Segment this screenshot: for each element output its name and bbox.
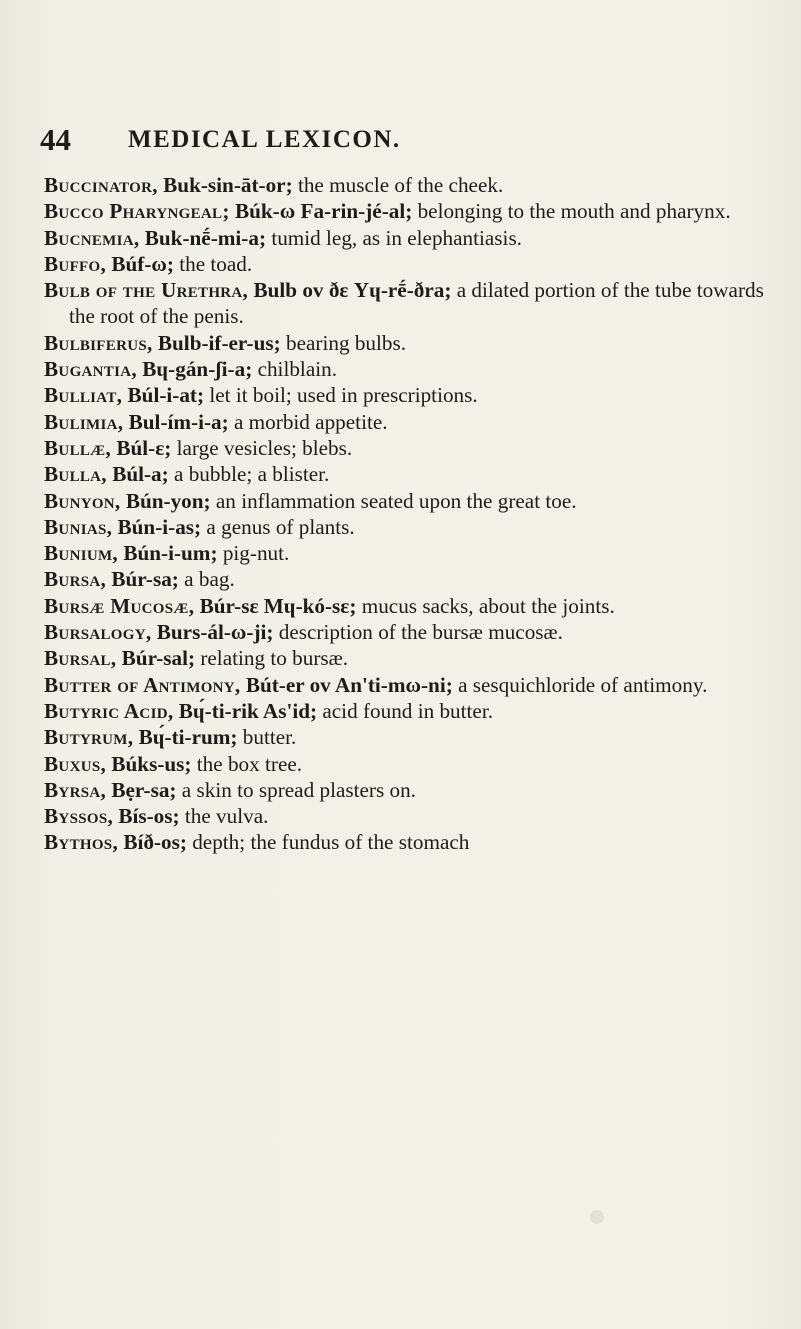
lexicon-entry	[44, 461, 769, 487]
lexicon-entry	[44, 829, 769, 855]
entry-definition: the vulva.	[179, 804, 269, 829]
lexicon-entry	[44, 593, 769, 619]
entry-headword: Butter of Antimony,	[44, 672, 241, 697]
entry-definition: large vesicles; blebs.	[171, 435, 353, 460]
page-number: 44	[40, 122, 71, 157]
ink-smudge	[590, 1210, 604, 1224]
entry-headword: Bulb of the Urethra,	[44, 278, 249, 303]
entry-pronunciation: Bẹr-sa;	[106, 777, 177, 802]
entry-pronunciation: Búl-i-at;	[122, 383, 205, 408]
entry-definition: relating to bursæ.	[195, 646, 349, 671]
lexicon-entry	[44, 356, 769, 382]
entry-headword: Butyrum,	[44, 725, 134, 750]
running-head: MEDICAL LEXICON.	[128, 126, 401, 153]
lexicon-entry	[44, 540, 769, 566]
lexicon-entry	[44, 777, 769, 803]
entry-pronunciation: Bún-i-um;	[118, 541, 218, 566]
lexicon-entry	[44, 751, 769, 777]
entry-pronunciation: Bíð-os;	[118, 830, 187, 855]
entry-definition: let it boil; used in prescriptions.	[204, 383, 478, 408]
entry-definition: a morbid appetite.	[228, 409, 388, 434]
entry-pronunciation: Búl-ε;	[111, 435, 172, 460]
lexicon-entry	[44, 198, 769, 224]
entry-pronunciation: Bɥ-gán-ʃi-a;	[136, 357, 253, 382]
lexicon-entry	[44, 672, 769, 698]
entry-headword: Bunium,	[44, 541, 119, 566]
entry-headword: Bythos,	[44, 830, 119, 855]
lexicon-entry	[44, 724, 769, 750]
entry-definition: acid found in butter.	[317, 698, 494, 723]
entry-pronunciation: Búks-us;	[106, 751, 192, 776]
lexicon-entry	[44, 251, 769, 277]
entry-definition: mucus sacks, about the joints.	[356, 593, 615, 618]
entry-headword: Bursal,	[44, 646, 117, 671]
entry-definition: chilblain.	[252, 357, 337, 382]
entry-pronunciation: Bul-ím-i-a;	[123, 409, 229, 434]
entry-headword: Bunias,	[44, 514, 113, 539]
entry-pronunciation: Búr-sa;	[106, 567, 179, 592]
entry-definition: a bubble; a blister.	[168, 462, 330, 487]
entry-headword: Buccinator,	[44, 173, 158, 197]
entry-headword: Byssos,	[44, 804, 114, 829]
entry-headword: Bulla,	[44, 462, 107, 487]
entry-pronunciation: Burs-ál-ω-ji;	[151, 620, 274, 645]
entry-headword: Bunyon,	[44, 488, 121, 513]
lexicon-entry	[44, 409, 769, 435]
entry-pronunciation: Bís-os;	[113, 804, 180, 829]
entry-headword: Bucco Pharyngeal;	[44, 199, 230, 224]
entry-pronunciation: Bulb-if-er-us;	[152, 330, 281, 355]
entry-pronunciation: Búr-sε Mɥ-kó-sε;	[194, 593, 357, 618]
lexicon-entry	[44, 566, 769, 592]
entry-pronunciation: Búk-ω Fa-rin-jé-al;	[229, 199, 413, 224]
entry-list	[0, 172, 801, 856]
entry-definition: bearing bulbs.	[280, 330, 407, 355]
entry-definition: pig-nut.	[217, 541, 290, 566]
entry-pronunciation: Bún-i-as;	[112, 514, 202, 539]
entry-definition: a skin to spread plasters on.	[176, 777, 416, 802]
entry-headword: Bursa,	[44, 567, 107, 592]
lexicon-entry	[44, 619, 769, 645]
entry-definition: butter.	[237, 725, 297, 750]
entry-pronunciation: Búr-sal;	[116, 646, 196, 671]
entry-pronunciation: Buk-sin-āt-or;	[157, 173, 293, 197]
entry-pronunciation: Bɥ́-ti-rik As'id;	[173, 698, 318, 723]
entry-pronunciation: Búf-ω;	[106, 251, 174, 276]
entry-definition: tumid leg, as in elephantiasis.	[266, 225, 522, 250]
entry-definition: a sesquichloride of antimony.	[452, 672, 708, 697]
lexicon-entry	[44, 382, 769, 408]
entry-definition: belonging to the mouth and pharynx.	[412, 199, 731, 224]
lexicon-entry	[44, 172, 769, 198]
entry-definition: depth; the fundus of the stomach	[186, 830, 470, 855]
entry-headword: Buxus,	[44, 751, 107, 776]
entry-pronunciation: Bút-er ov An'ti-mω-ni;	[240, 672, 453, 697]
entry-headword: Bulbiferus,	[44, 330, 153, 355]
entry-headword: Bursæ Mucosæ,	[44, 593, 195, 618]
lexicon-entry	[44, 225, 769, 251]
page-header	[40, 122, 740, 162]
lexicon-entry	[44, 277, 769, 330]
entry-headword: Bucnemia,	[44, 225, 140, 250]
entry-definition: a bag.	[178, 567, 235, 592]
entry-pronunciation: Búl-a;	[106, 462, 169, 487]
lexicon-entry	[44, 435, 769, 461]
lexicon-entry	[44, 645, 769, 671]
lexicon-entry	[44, 330, 769, 356]
lexicon-entry	[44, 698, 769, 724]
entry-definition: the toad.	[173, 251, 253, 276]
entry-headword: Bulimia,	[44, 409, 124, 434]
entry-definition: the box tree.	[191, 751, 303, 776]
entry-headword: Bulliat,	[44, 383, 123, 408]
entry-pronunciation: Bún-yon;	[120, 488, 211, 513]
entry-headword: Byrsa,	[44, 777, 107, 802]
entry-pronunciation: Bɥ́-ti-rum;	[133, 725, 238, 750]
entry-headword: Bullæ,	[44, 435, 112, 460]
entry-headword: Butyric Acid,	[44, 698, 174, 723]
entry-headword: Bursalogy,	[44, 620, 152, 645]
lexicon-entry	[44, 488, 769, 514]
entry-definition: a dilated portion of the tube towards the root of the penis.	[69, 278, 764, 329]
entry-definition: a genus of plants.	[201, 514, 355, 539]
entry-definition: an inflammation seated upon the great toe.	[210, 488, 577, 513]
entry-headword: Buffo,	[44, 251, 107, 276]
lexicon-entry	[44, 514, 769, 540]
entry-pronunciation: Bulb ov ðε Yɥ-rḗ-ðra;	[248, 278, 452, 303]
entry-definition: description of the bursæ mucosæ.	[273, 620, 563, 645]
lexicon-entry	[44, 803, 769, 829]
entry-definition: the muscle of the cheek.	[292, 173, 504, 197]
entry-pronunciation: Buk-nḗ-mi-a;	[139, 225, 267, 250]
entry-headword: Bugantia,	[44, 357, 137, 382]
